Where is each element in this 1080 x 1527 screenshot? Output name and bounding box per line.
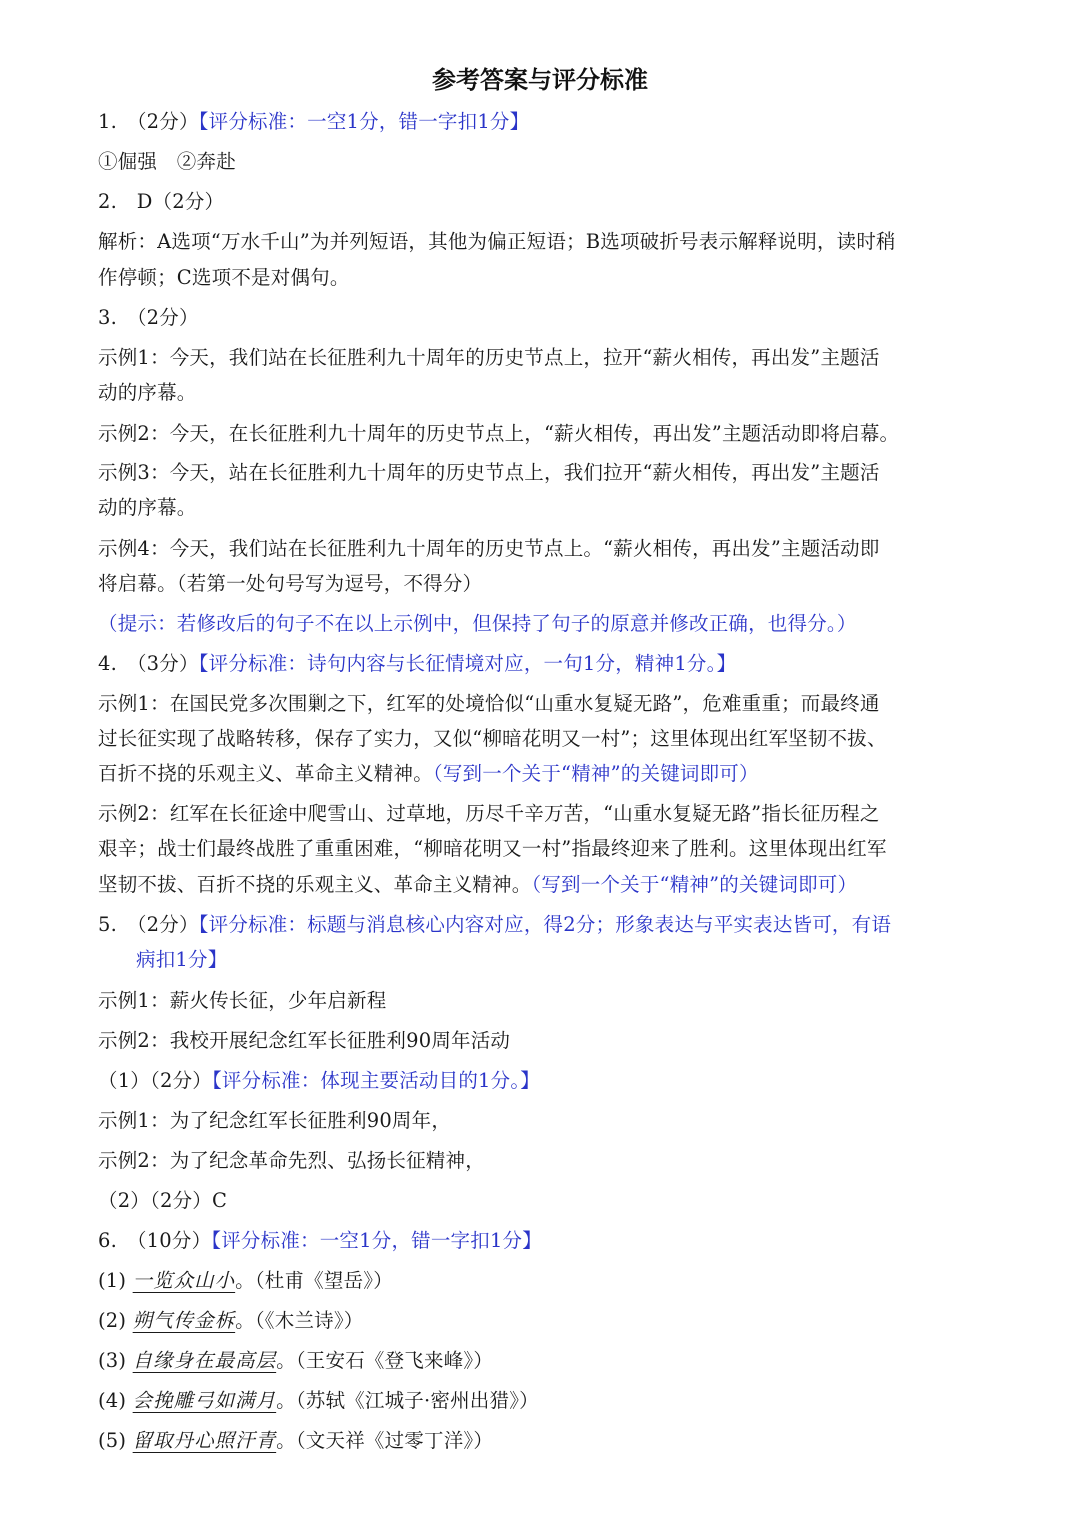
q4-example-line xyxy=(98,760,988,788)
q5-sub1-example: 示例1：为了纪念红军长征胜利90周年， xyxy=(98,1109,452,1132)
q5-sub1-heading xyxy=(98,1067,988,1095)
q6-item-number: (4) xyxy=(98,1389,127,1412)
q6-criteria: 【评分标准：一空1分，错一字扣1分】 xyxy=(211,1229,542,1252)
q3-example-line: 动的序幕。 xyxy=(98,496,197,519)
q6-item-answer: 会挽雕弓如满月 xyxy=(132,1389,277,1412)
q4-example-line: 艰辛；战士们最终战胜了重重困难，“柳暗花明又一村”指最终迎来了胜利。这里体现出红军 xyxy=(98,837,887,860)
q3-example-line: 示例4：今天，我们站在长征胜利九十周年的历史节点上。“薪火相传，再出发”主题活动即 xyxy=(98,537,880,560)
q6-item xyxy=(98,1387,988,1415)
q6-item-answer: 自缘身在最高层 xyxy=(132,1349,277,1372)
q4-example-line: 示例1：在国民党多次围剿之下，红军的处境恰似“山重水复疑无路”，危难重重；而最终通 xyxy=(98,692,880,715)
q5-heading xyxy=(98,911,988,939)
q4-example-line: 示例2：红军在长征途中爬雪山、过草地，历尽千辛万苦，“山重水复疑无路”指长征历程之 xyxy=(98,802,880,825)
q2-heading: 2. D（2分） xyxy=(98,190,225,213)
q5-criteria-continued: 病扣1分】 xyxy=(136,948,228,971)
q3-example-line: 示例2：今天，在长征胜利九十周年的历史节点上，“薪火相传，再出发”主题活动即将启幕。 xyxy=(98,422,900,445)
q6-item-answer: 留取丹心照汗青 xyxy=(132,1429,277,1452)
q1-number: 1. （2分） xyxy=(98,110,199,133)
q6-item xyxy=(98,1347,988,1375)
q6-item-number: (3) xyxy=(98,1349,127,1372)
page-title: 参考答案与评分标准 xyxy=(432,66,648,94)
q4-example-line xyxy=(98,871,988,899)
q3-example-line: 示例3：今天，站在长征胜利九十周年的历史节点上，我们拉开“薪火相传，再出发”主题活 xyxy=(98,461,880,484)
q6-item-answer: 一览众山小 xyxy=(132,1269,236,1292)
q6-heading xyxy=(98,1227,988,1255)
q6-item-source: 。（《木兰诗》） xyxy=(235,1309,364,1332)
q5-criteria: 【评分标准：标题与消息核心内容对应，得2分；形象表达与平实表达皆可，有语 xyxy=(198,913,892,936)
q6-item xyxy=(98,1427,988,1455)
q4-example-text: 百折不挠的乐观主义、革命主义精神。 xyxy=(98,762,433,785)
q4-number: 4. （3分） xyxy=(98,652,199,675)
q3-heading: 3. （2分） xyxy=(98,306,199,329)
q5-sub1-number: （1）（2分） xyxy=(98,1069,212,1092)
q2-analysis-line: 作停顿；C选项不是对偶句。 xyxy=(98,266,350,289)
q3-hint: （提示：若修改后的句子不在以上示例中，但保持了句子的原意并修改正确，也得分。） xyxy=(98,612,857,635)
q3-example-line: 动的序幕。 xyxy=(98,381,197,404)
q6-item-number: (5) xyxy=(98,1429,127,1452)
q6-item-source: 。（王安石《登飞来峰》） xyxy=(276,1349,494,1372)
q6-item xyxy=(98,1307,988,1335)
q4-criteria: 【评分标准：诗句内容与长征情境对应，一句1分，精神1分。】 xyxy=(198,652,737,675)
q4-heading xyxy=(98,650,988,678)
q3-example-line: 示例1：今天，我们站在长征胜利九十周年的历史节点上，拉开“薪火相传，再出发”主题活 xyxy=(98,346,880,369)
q5-sub2-answer: （2）（2分）C xyxy=(98,1189,228,1212)
q4-example-note: （写到一个关于“精神”的关键词即可） xyxy=(531,873,858,896)
q6-number: 6. （10分） xyxy=(98,1229,212,1252)
q1-criteria: 【评分标准：一空1分，错一字扣1分】 xyxy=(198,110,530,133)
q5-number: 5. （2分） xyxy=(98,913,199,936)
q5-sub1-criteria: 【评分标准：体现主要活动目的1分。】 xyxy=(211,1069,540,1092)
q6-item-answer: 朔气传金柝 xyxy=(132,1309,236,1332)
q4-example-note: （写到一个关于“精神”的关键词即可） xyxy=(432,762,759,785)
q6-item xyxy=(98,1267,988,1295)
q6-item-source: 。（文天祥《过零丁洋》） xyxy=(276,1429,494,1452)
q4-example-text: 坚韧不拔、百折不挠的乐观主义、革命主义精神。 xyxy=(98,873,532,896)
q1-heading xyxy=(98,108,988,136)
q6-item-source: 。（苏轼《江城子·密州出猎》） xyxy=(276,1389,539,1412)
q3-example-line: 将启幕。（若第一处句号写为逗号，不得分） xyxy=(98,572,483,595)
q6-item-source: 。（杜甫《望岳》） xyxy=(235,1269,393,1292)
q6-item-number: (2) xyxy=(98,1309,127,1332)
q6-item-number: (1) xyxy=(98,1269,127,1292)
q1-answer: ①倔强 ②奔赴 xyxy=(98,150,236,173)
q5-sub1-example: 示例2：为了纪念革命先烈、弘扬长征精神， xyxy=(98,1149,485,1172)
q2-analysis-line: 解析：A选项“万水千山”为并列短语，其他为偏正短语；B选项破折号表示解释说明，读时稍 xyxy=(98,230,896,253)
q4-example-line: 过长征实现了战略转移，保存了实力，又似“柳暗花明又一村”；这里体现出红军坚韧不拔、 xyxy=(98,727,887,750)
q5-example-line: 示例2：我校开展纪念红军长征胜利90周年活动 xyxy=(98,1029,511,1052)
q5-example-line: 示例1：薪火传长征，少年启新程 xyxy=(98,989,387,1012)
